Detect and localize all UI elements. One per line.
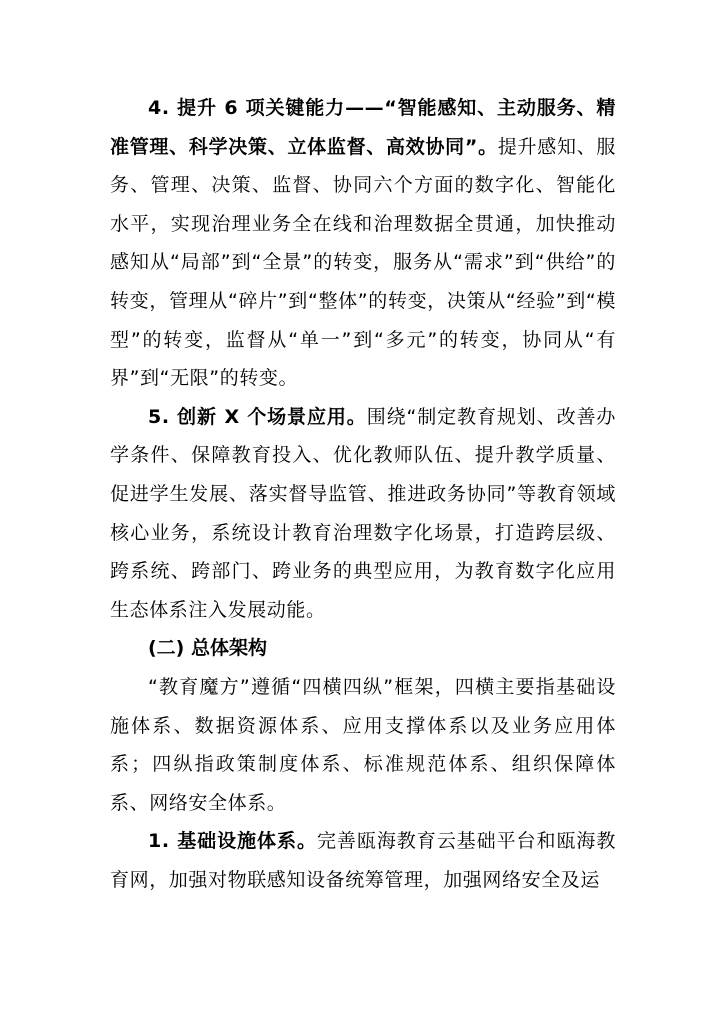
paragraph-architecture: “教育魔方”遵循“四横四纵”框架，四横主要指基础设施体系、数据资源体系、应用支撑体系以及业务应用体系；四纵指政策制度体系、标准规范体系、组织保障体系、网络安全体系。 <box>110 675 616 814</box>
item-4-body: 提升感知、服务、管理、决策、监督、协同六个方面的数字化、智能化水平，实现治理业务全在线和治理数据全贯通，加快推动感知从“局部”到“全景”的转变，服务从“需求”到“供给”的转变，管理从“碎片”到“整体”的转变，决策从“经验”到“模型”的转变，监督从“单一”到“多元”的转变，协同从“有界”到“无限”的转变。 <box>110 135 616 390</box>
item-1-lead: 1. 基础设施体系。 <box>148 830 317 853</box>
item-4-lead: 4. 提升 6 项关键能力——“智能感知、主动服务、精准管理、科学决策、立体监督、高效协同”。 <box>110 97 616 158</box>
paragraph-item-4 <box>110 89 616 398</box>
item-1-body: 完善瓯海教育云基础平台和瓯海教育网，加强对物联感知设备统筹管理，加强网络安全及运 <box>110 830 616 891</box>
document-page <box>110 89 616 899</box>
section-heading-architecture: (二) 总体架构 <box>148 637 267 660</box>
paragraph-item-1 <box>110 822 616 899</box>
item-5-body: 围绕“制定教育规划、改善办学条件、保障教育投入、优化教师队伍、提升教学质量、促进学生发展、落实督导监管、推进政务协同”等教育领域核心业务，系统设计教育治理数字化场景，打造跨层级、跨系统、跨部门、跨业务的典型应用，为教育数字化应用生态体系注入发展动能。 <box>110 405 616 621</box>
item-5-lead: 5. 创新 X 个场景应用。 <box>148 405 367 428</box>
paragraph-item-5 <box>110 398 616 630</box>
